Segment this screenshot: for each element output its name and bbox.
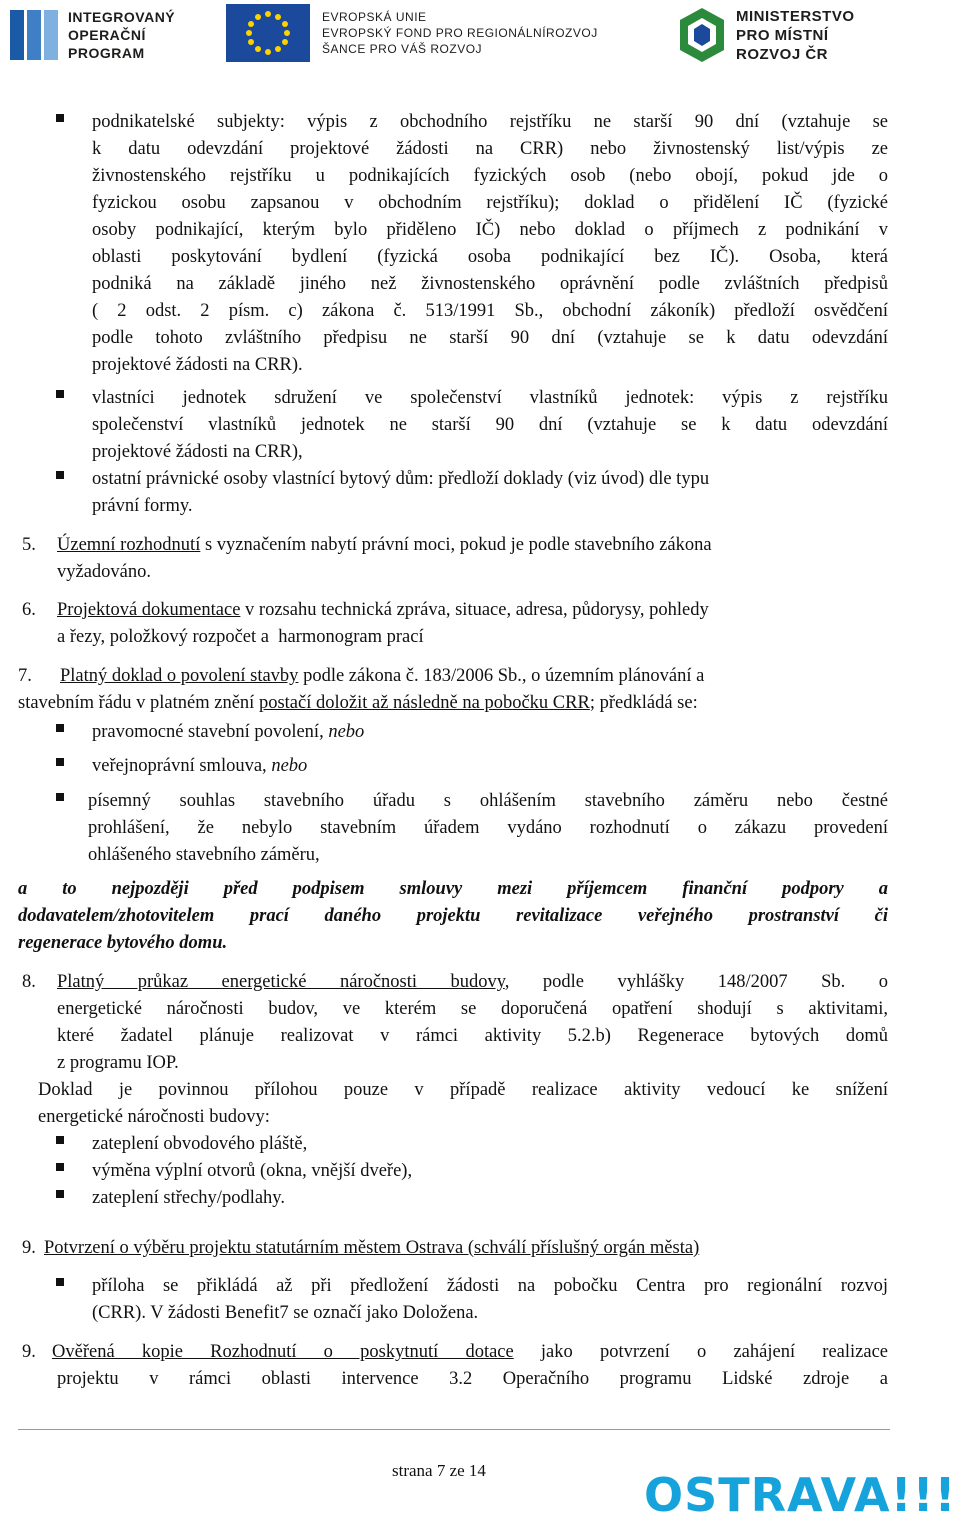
item-5-title: Územní rozhodnutí [57,535,201,555]
eu-line1: EVROPSKÁ UNIE [322,10,427,24]
item-7-line2 [18,691,698,715]
bullet-7b [92,754,307,778]
item-8-line: energetické náročnosti budov, ve kterém se doporučená opatření shodují s aktivitami, [57,999,888,1019]
bold-paragraph-line: regenerace bytového domu. [18,933,228,953]
bullet-1-line: podniká na základě jiného než živnostenského oprávnění podle zvláštních předpisů [92,274,888,294]
bullet-square-icon [56,1136,64,1144]
bold-paragraph-line: dodavatelem/zhotovitelem prací daného projektu revitalizace veřejného prostranství či [18,906,888,926]
page-number: strana 7 ze 14 [392,1461,486,1480]
item-9b-number: 9. [22,1342,36,1362]
item-9b-line2: projektu v rámci oblasti intervence 3.2 Operačního programu Lidské zdroje a [57,1369,888,1389]
bullet-square-icon [56,724,64,732]
item-7-line [60,664,704,688]
bullet-square-icon [56,793,64,801]
bullet-square-icon [56,114,64,122]
bullet-9-line: (CRR). V žádosti Benefit7 se označí jako Doložena. [92,1303,479,1323]
item-8-rest: , podle vyhlášky 148/2007 Sb. o [504,972,888,992]
mmr-emblem-icon [676,4,728,66]
bullet-1-line: oblasti poskytování bydlení (fyzická osoba podnikající bez IČ). Osoba, která [92,247,888,267]
item-9a-title: Potvrzení o výběru projektu statutárním městem Ostrava (schválí příslušný orgán města) [44,1238,700,1258]
bullet-1-line: živnostenského rejstříku u podnikajících fyzických osob (nebo obojí, pokud jde o [92,166,888,186]
bullet-square-icon [56,1163,64,1171]
item-5-line [57,533,712,557]
bullet-3-line: ostatní právnické osoby vlastnící bytový dům: předloží doklady (viz úvod) dle typu [92,469,710,489]
iop-emblem-icon [8,4,60,66]
bullet-1-line: ( 2 odst. 2 písm. c) zákona č. 513/1991 Sb., obchodní zákoník) předloží osvědčení [92,301,888,321]
bullet-square-icon [56,1190,64,1198]
bullet-square-icon [56,1278,64,1286]
bullet-7a [92,720,364,744]
bullet-1-line: fyzickou osobu zapsanou v obchodním rejstříku); doklad o přidělení IČ (fyzické [92,193,888,213]
footer-divider [18,1429,890,1430]
item-7-line2a: stavebním řádu v platném znění [18,693,259,713]
item-5-line2: vyžadováno. [57,562,152,582]
mmr-logo [676,4,855,66]
iop-logo [8,4,175,66]
bullet-8-item: výměna výplní otvorů (okna, vnější dveře), [92,1161,413,1181]
doklad-line: Doklad je povinnou přílohou pouze v případě realizace aktivity vedoucí ke snížení [38,1080,888,1100]
item-6-number: 6. [22,600,36,620]
bullet-7a-text: pravomocné stavební povolení, [92,722,329,742]
item-7-rest: podle zákona č. 183/2006 Sb., o územním plánování a [298,666,705,686]
mmr-line3: ROZVOJ ČR [736,45,829,63]
mmr-line2: PRO MÍSTNÍ [736,26,829,44]
bullet-2-line: projektové žádosti na CRR), [92,442,303,462]
item-7-line2-underlined: postačí doložit až následně na pobočku CRR [258,693,590,713]
item-8-line: z programu IOP. [57,1053,179,1073]
iop-line1: INTEGROVANÝ [68,9,176,25]
item-7-number: 7. [18,666,32,686]
bullet-1-line: osoby podnikající, kterým bylo přiděleno IČ) nebo doklad o příjmech z podnikání v [92,220,888,240]
ostrava-logo: OSTRAVA!!! [644,1468,957,1522]
bullet-8-item: zateplení střechy/podlahy. [92,1188,285,1208]
bullet-2-line: společenství vlastníků jednotek ne starší 90 dní (vztahuje se k datu odevzdání [92,415,888,435]
bullet-7c-line: písemný souhlas stavebního úřadu s ohlášením stavebního záměru nebo čestné [88,791,888,811]
doklad-line: energetické náročnosti budovy: [38,1107,270,1127]
bullet-7b-italic: nebo [271,756,308,776]
bullet-square-icon [56,390,64,398]
item-5-number: 5. [22,535,36,555]
bullet-7a-italic: nebo [328,722,365,742]
bullet-7b-text: veřejnoprávní smlouva, [92,756,272,776]
bullet-2-line: vlastníci jednotek sdružení ve společenství vlastníků jednotek: výpis z rejstříku [92,388,888,408]
item-6-title: Projektová dokumentace [57,600,241,620]
iop-line3: PROGRAM [68,45,145,61]
bullet-1-line: podnikatelské subjekty: výpis z obchodního rejstříku ne starší 90 dní (vztahuje se [92,112,888,132]
bullet-square-icon [56,758,64,766]
item-6-line [57,598,709,622]
item-7-title: Platný doklad o povolení stavby [60,666,299,686]
eu-line2: EVROPSKÝ FOND PRO REGIONÁLNÍROZVOJ [322,26,598,40]
eu-logo [226,4,598,62]
mmr-line1: MINISTERSTVO [736,7,855,25]
eu-line3: ŠANCE PRO VÁŠ ROZVOJ [322,42,483,56]
item-9b-rest: jako potvrzení o zahájení realizace [513,1342,888,1362]
bullet-1-line: projektové žádosti na CRR). [92,355,303,375]
item-8-title: Platný průkaz energetické náročnosti budovy [57,972,505,992]
iop-line2: OPERAČNÍ [68,27,146,43]
bullet-8-item: zateplení obvodového pláště, [92,1134,308,1154]
item-9b-title: Ověřená kopie Rozhodnutí o poskytnutí dotace [52,1342,514,1362]
item-7-line2b: ; předkládá se: [589,693,698,713]
item-9b-line [52,1340,888,1364]
page-header [0,0,960,75]
eu-flag-icon [226,4,310,62]
bullet-7c-line: ohlášeného stavebního záměru, [88,845,320,865]
bullet-1-line: k datu odevzdání projektové žádosti na CRR) nebo živnostenský list/výpis ze [92,139,888,159]
item-6-line2: a řezy, položkový rozpočet a harmonogram prací [57,627,424,647]
bullet-1-line: podle tohoto zvláštního předpisu ne starší 90 dní (vztahuje se k datu odevzdání [92,328,888,348]
item-9a-number: 9. [22,1238,36,1258]
bold-paragraph-line: a to nejpozději před podpisem smlouvy mezi příjemcem finanční podpory a [18,879,888,899]
item-6-rest: v rozsahu technická zpráva, situace, adresa, půdorysy, pohledy [240,600,709,620]
bullet-3-line: právní formy. [92,496,193,516]
item-8-line [57,970,888,994]
item-8-number: 8. [22,972,36,992]
bullet-9-line: příloha se přikládá až při předložení žádosti na pobočku Centra pro regionální rozvoj [92,1276,888,1296]
item-8-line: které žadatel plánuje realizovat v rámci aktivity 5.2.b) Regenerace bytových domů [57,1026,888,1046]
bullet-square-icon [56,471,64,479]
bullet-7c-line: prohlášení, že nebylo stavebním úřadem vydáno rozhodnutí o zákazu provedení [88,818,888,838]
item-5-rest: s vyznačením nabytí právní moci, pokud je podle stavebního zákona [200,535,712,555]
